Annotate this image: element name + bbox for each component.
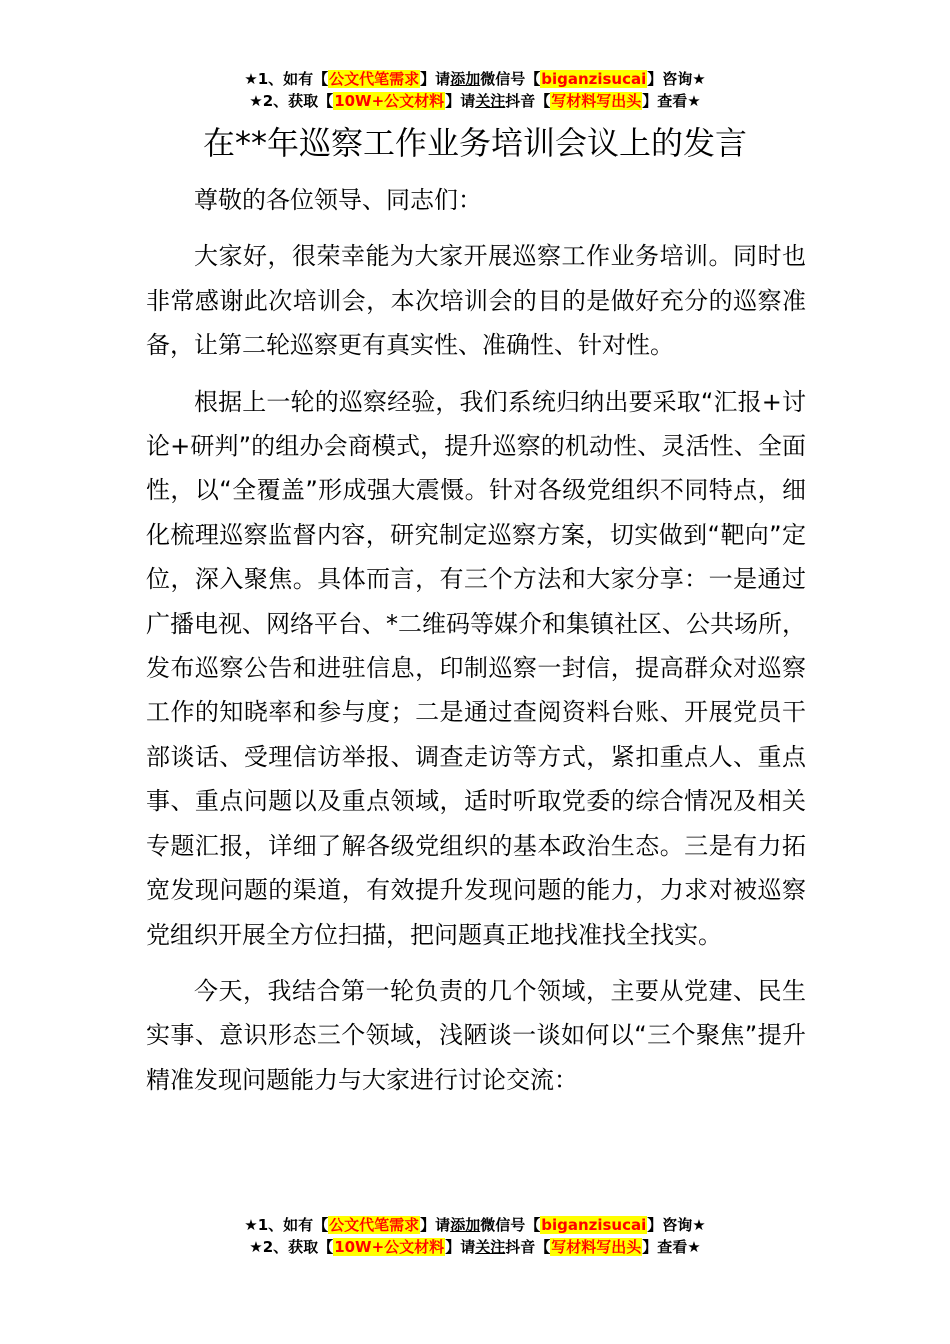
footer-ad-banner [0, 1214, 950, 1258]
banner-text: 】请 [445, 92, 476, 110]
banner-highlight: 写材料写出头 [551, 1238, 642, 1256]
banner-text: ★1、如有【 [244, 70, 329, 88]
banner-underlined-text: 关注 [475, 92, 506, 110]
banner-text: 微信号【 [480, 1216, 541, 1234]
salutation-paragraph: 尊敬的各位领导、同志们： [194, 186, 482, 214]
document-body [146, 178, 806, 1102]
banner-text: 】请 [420, 1216, 451, 1234]
body-paragraph: 根据上一轮的巡察经验，我们系统归纳出要采取“汇报+讨论+研判”的组办会商模式，提升巡察的机动性、灵活性、全面性，以“全覆盖”形成强大震慑。针对各级党组织不同特点，细化梳理巡察监督内容，研究制定巡察方案，切实做到“靶向”定位，深入聚焦。具体而言，有三个方法和大家分享：一是通过广播电视、网络平台、*二维码等媒介和集镇社区、公共场所，发布巡察公告和进驻信息，印制巡察一封信，提高群众对巡察工作的知晓率和参与度；二是通过查阅资料台账、开展党员干部谈话、受理信访举报、调查走访等方式，紧扣重点人、重点事、重点问题以及重点领域，适时听取党委的综合情况及相关专题汇报，详细了解各级党组织的基本政治生态。三是有力拓宽发现问题的渠道，有效提升发现问题的能力，力求对被巡察党组织开展全方位扫描，把问题真正地找准找全找实。 [146, 387, 806, 949]
banner-highlight: biganzisucai [541, 1216, 647, 1234]
banner-line-1 [0, 1214, 950, 1236]
banner-underlined-text: 添加 [450, 70, 481, 88]
banner-text: 】咨询★ [647, 70, 706, 88]
body-paragraph: 大家好，很荣幸能为大家开展巡察工作业务培训。同时也非常感谢此次培训会，本次培训会的目的是做好充分的巡察准备，让第二轮巡察更有真实性、准确性、针对性。 [146, 242, 806, 360]
banner-line-2 [0, 90, 950, 112]
banner-text: 微信号【 [480, 70, 541, 88]
banner-text: 】请 [445, 1238, 476, 1256]
banner-highlight: 10W+公文材料 [334, 92, 445, 110]
banner-highlight: biganzisucai [541, 70, 647, 88]
banner-highlight: 公文代笔需求 [329, 1216, 420, 1234]
banner-highlight: 10W+公文材料 [334, 1238, 445, 1256]
banner-text: ★1、如有【 [244, 1216, 329, 1234]
banner-underlined-text: 添加 [450, 1216, 481, 1234]
banner-text: 】查看★ [642, 1238, 701, 1256]
banner-highlight: 写材料写出头 [551, 92, 642, 110]
banner-line-2 [0, 1236, 950, 1258]
banner-text: 】请 [420, 70, 451, 88]
banner-highlight: 公文代笔需求 [329, 70, 420, 88]
banner-text: ★2、获取【 [249, 92, 334, 110]
document-title: 在**年巡察工作业务培训会议上的发言 [202, 124, 747, 162]
body-paragraph: 今天，我结合第一轮负责的几个领域，主要从党建、民生实事、意识形态三个领域，浅陋谈一谈如何以“三个聚焦”提升精准发现问题能力与大家进行讨论交流： [146, 976, 806, 1094]
banner-text: 】咨询★ [647, 1216, 706, 1234]
banner-text: 】查看★ [642, 92, 701, 110]
banner-text: ★2、获取【 [249, 1238, 334, 1256]
header-ad-banner [0, 68, 950, 112]
banner-text: 抖音【 [505, 1238, 551, 1256]
banner-underlined-text: 关注 [475, 1238, 506, 1256]
banner-line-1 [0, 68, 950, 90]
banner-text: 抖音【 [505, 92, 551, 110]
